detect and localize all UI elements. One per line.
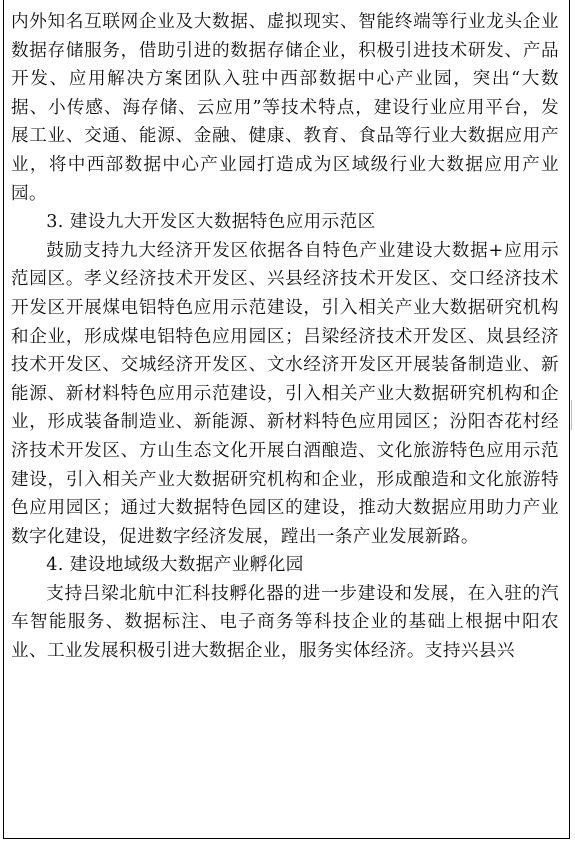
section-heading-4: 4. 建设地域级大数据产业孵化园 (46, 555, 304, 576)
paragraph-section-3: 鼓励支持九大经济开发区依据各自特色产业建设大数据+应用示范园区。孝义经济技术开发区、兴县经济技术开发区、交口经济技术开发区开展煤电铝特色应用示范建设，引入相关产业大数据研究机构和企业，形成煤电铝特色应用园区；吕梁经济技术开发区、岚县经济技术开发区、交城经济开发区、文水经济开发区开展装备制造业、新能源、新材料特色应用示范建设，引入相关产业大数据研究机构和企业，形成装备制造业、新能源、新材料特色应用园区；汾阳杏花村经济技术开发区、方山生态文化开展白酒酿造、文化旅游特色应用示范建设，引入相关产业大数据研究机构和企业，形成酿造和文化旅游特色应用园区；通过大数据特色园区的建设，推动大数据应用助力产业数字化建设，促进数字经济发展，蹚出一条产业发展新路。 (11, 240, 559, 547)
paragraph-section-4: 支持吕梁北航中汇科技孵化器的进一步建设和发展，在入驻的汽车智能服务、数据标注、电子商务等科技企业的基础上根据中阳农业、工业发展积极引进大数据企业，服务实体经济。支持兴县兴 (11, 583, 559, 662)
section-heading-3: 3. 建设九大开发区大数据特色应用示范区 (46, 212, 376, 233)
scroll-edge-mark (571, 400, 575, 430)
document-body (11, 8, 559, 666)
paragraph-intro: 内外知名互联网企业及大数据、虚拟现实、智能终端等行业龙头企业数据存储服务，借助引进的数据存储企业，积极引进技术研发、产品开发、应用解决方案团队入驻中西部数据中心产业园，突出“大数据、小传感、海存储、云应用”等技术特点，建设行业应用平台，发展工业、交通、能源、金融、健康、教育、食品等行业大数据应用产业，将中西部数据中心产业园打造成为区域级行业大数据应用产业园。 (11, 12, 559, 204)
